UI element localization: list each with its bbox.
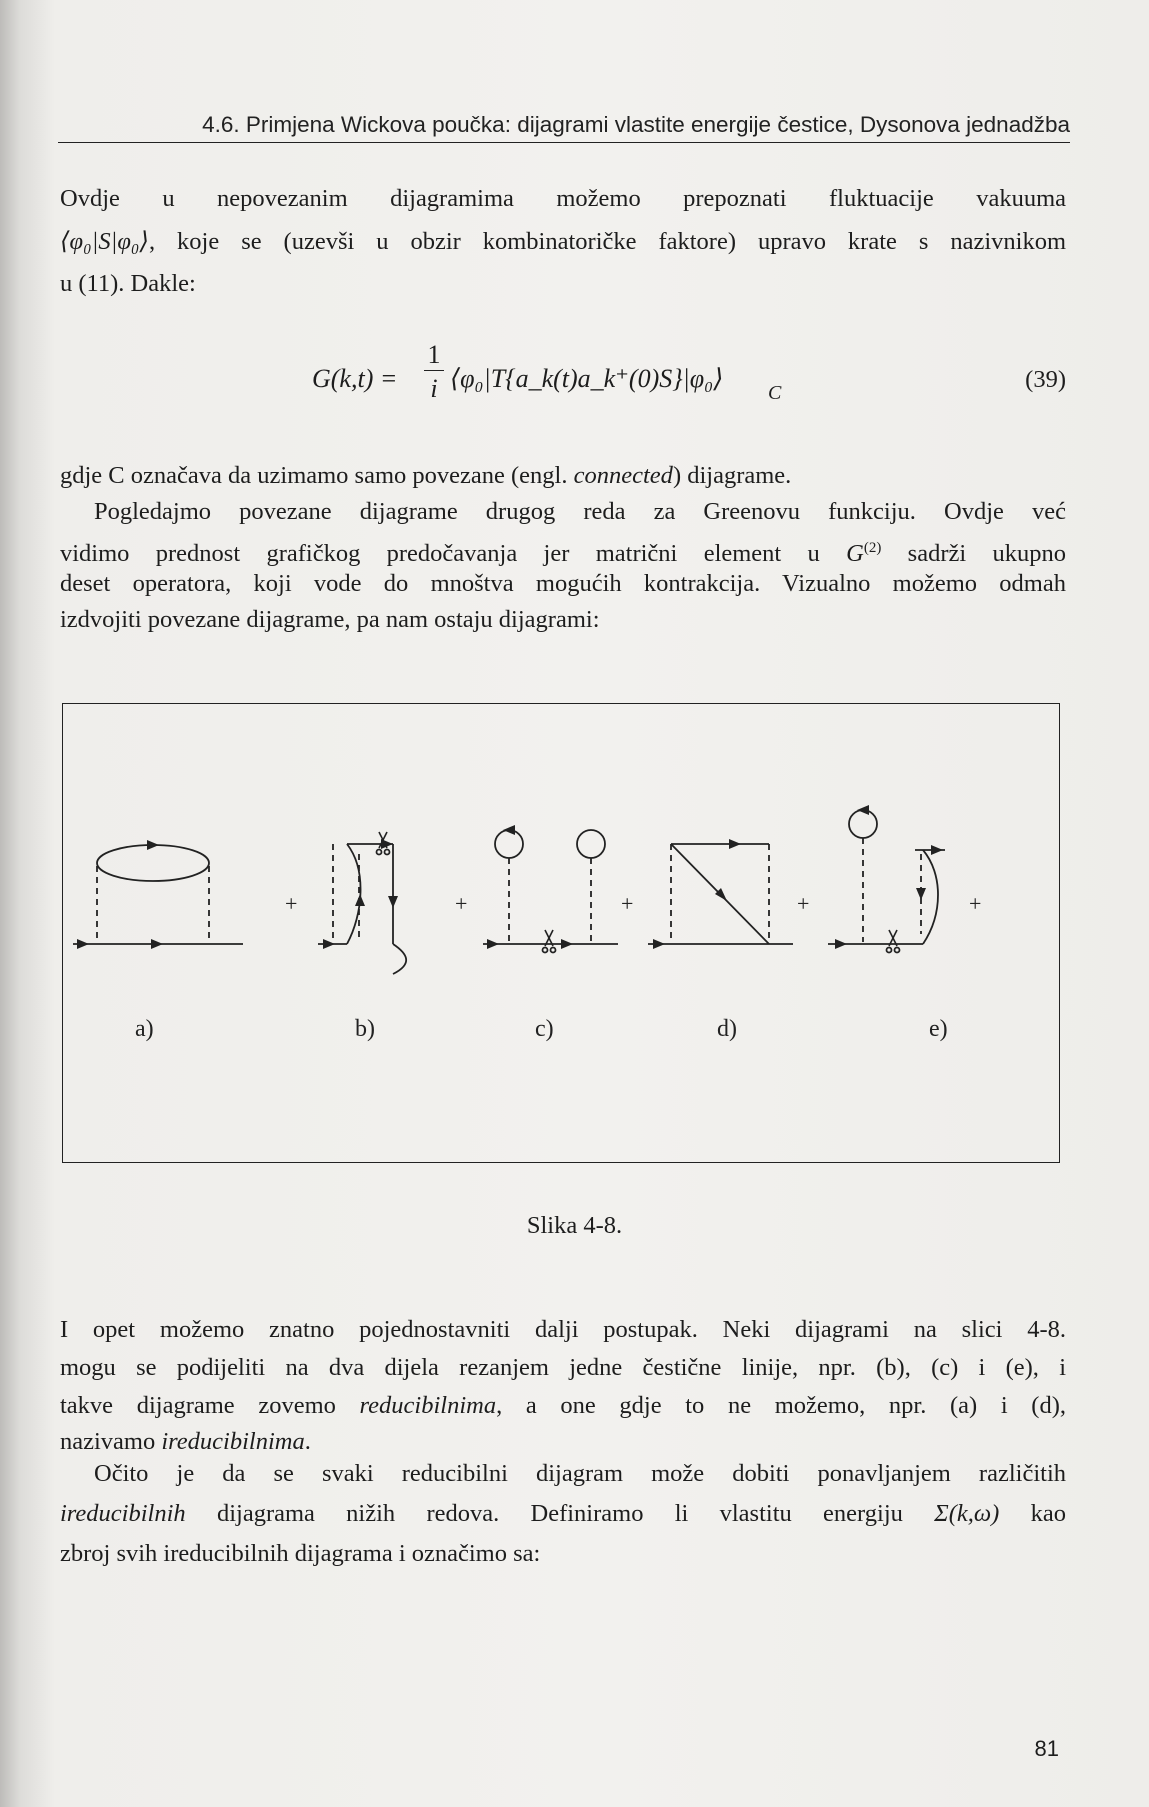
- label-a: a): [135, 1016, 154, 1042]
- equation-39: [60, 338, 1066, 418]
- para3-line4: izdvojiti povezane dijagrame, pa nam ostaju dijagrami:: [60, 606, 600, 633]
- equation-rhs: ⟨φ₀|T{a_k(t)a_k⁺(0)S}|φ₀⟩: [450, 364, 724, 393]
- fraction-denominator: i: [430, 374, 438, 403]
- plus-sign: +: [455, 891, 468, 916]
- para5-line3: zbroj svih ireducibilnih dijagrama i označimo sa:: [60, 1540, 541, 1567]
- label-c: c): [535, 1016, 554, 1042]
- plus-sign: +: [969, 891, 982, 916]
- para3-line3: deset operatora, koji vode do mnoštva mogućih kontrakcija. Vizualno možemo odmah: [60, 570, 1066, 597]
- diagram-e: [828, 805, 945, 953]
- diagram-b: [318, 832, 406, 974]
- label-e: e): [929, 1016, 948, 1042]
- para4-line1: I opet možemo znatno pojednostavniti dalji postupak. Neki dijagrami na slici 4-8.: [60, 1316, 1066, 1343]
- para3-line2: vidimo prednost grafičkog predočavanja jer matrični element u $G^{(2)}$ sadrži ukupno: [60, 540, 1066, 568]
- feynman-diagrams: [63, 704, 1059, 1162]
- symbol-G2: G: [846, 540, 864, 568]
- equation-number: (39): [1025, 366, 1066, 393]
- label-d: d): [717, 1016, 737, 1042]
- para1-line2: ⟨φ₀|S|φ₀⟩, koje se (uzevši u obzir kombinatoričke faktore) upravo krate s nazivnikom: [60, 228, 1066, 255]
- equation-lhs: G(k,t) =: [312, 364, 398, 393]
- para2: gdje C označava da uzimamo samo povezane (engl. connected) dijagrame.: [60, 462, 792, 489]
- para4-line2: mogu se podijeliti na dva dijela rezanjem jedne čestične linije, npr. (b), (c) i (e), i: [60, 1354, 1066, 1381]
- diagram-c: [483, 825, 618, 953]
- plus-sign: +: [621, 891, 634, 916]
- para1-line1: Ovdje u nepovezanim dijagramima možemo prepoznati fluktuacije vakuuma: [60, 185, 1066, 212]
- fraction-numerator: 1: [424, 340, 444, 371]
- page-number: 81: [1034, 1736, 1059, 1761]
- vacuum-braket: ⟨φ₀|S|φ₀⟩: [60, 228, 149, 255]
- diagram-a: [73, 840, 243, 949]
- para1-line3: u (11). Dakle:: [60, 270, 196, 297]
- para4-line4: nazivamo ireducibilnima.: [60, 1428, 311, 1455]
- para5-line2: ireducibilnih dijagrama nižih redova. Definiramo li vlastitu energiju Σ(k,ω) kao: [60, 1500, 1066, 1527]
- para4-line3: takve dijagrame zovemo reducibilnima, a one gdje to ne možemo, npr. (a) i (d),: [60, 1392, 1066, 1419]
- running-header: 4.6. Primjena Wickova poučka: dijagrami vlastite energije čestice, Dysonova jednadžba: [58, 112, 1070, 143]
- term-ireducibilnima: ireducibilnima: [161, 1428, 305, 1455]
- para3-line1: Pogledajmo povezane dijagrame drugog reda za Greenovu funkciju. Ovdje već: [94, 498, 1066, 525]
- plus-sign: +: [797, 891, 810, 916]
- equation-subscript: C: [768, 382, 782, 404]
- label-b: b): [355, 1016, 375, 1042]
- term-connected: connected: [573, 462, 673, 489]
- term-reducibilnima: reducibilnima: [359, 1392, 497, 1419]
- diagram-d: [648, 839, 793, 949]
- para5-line1: Očito je da se svaki reducibilni dijagram može dobiti ponavljanjem različitih: [94, 1460, 1066, 1487]
- term-ireducibilnih: ireducibilnih: [60, 1500, 186, 1527]
- symbol-sigma: Σ(k,ω): [934, 1500, 1000, 1527]
- plus-sign: +: [285, 891, 298, 916]
- figure-caption: Slika 4-8.: [526, 1212, 623, 1239]
- figure-frame: [62, 703, 1060, 1163]
